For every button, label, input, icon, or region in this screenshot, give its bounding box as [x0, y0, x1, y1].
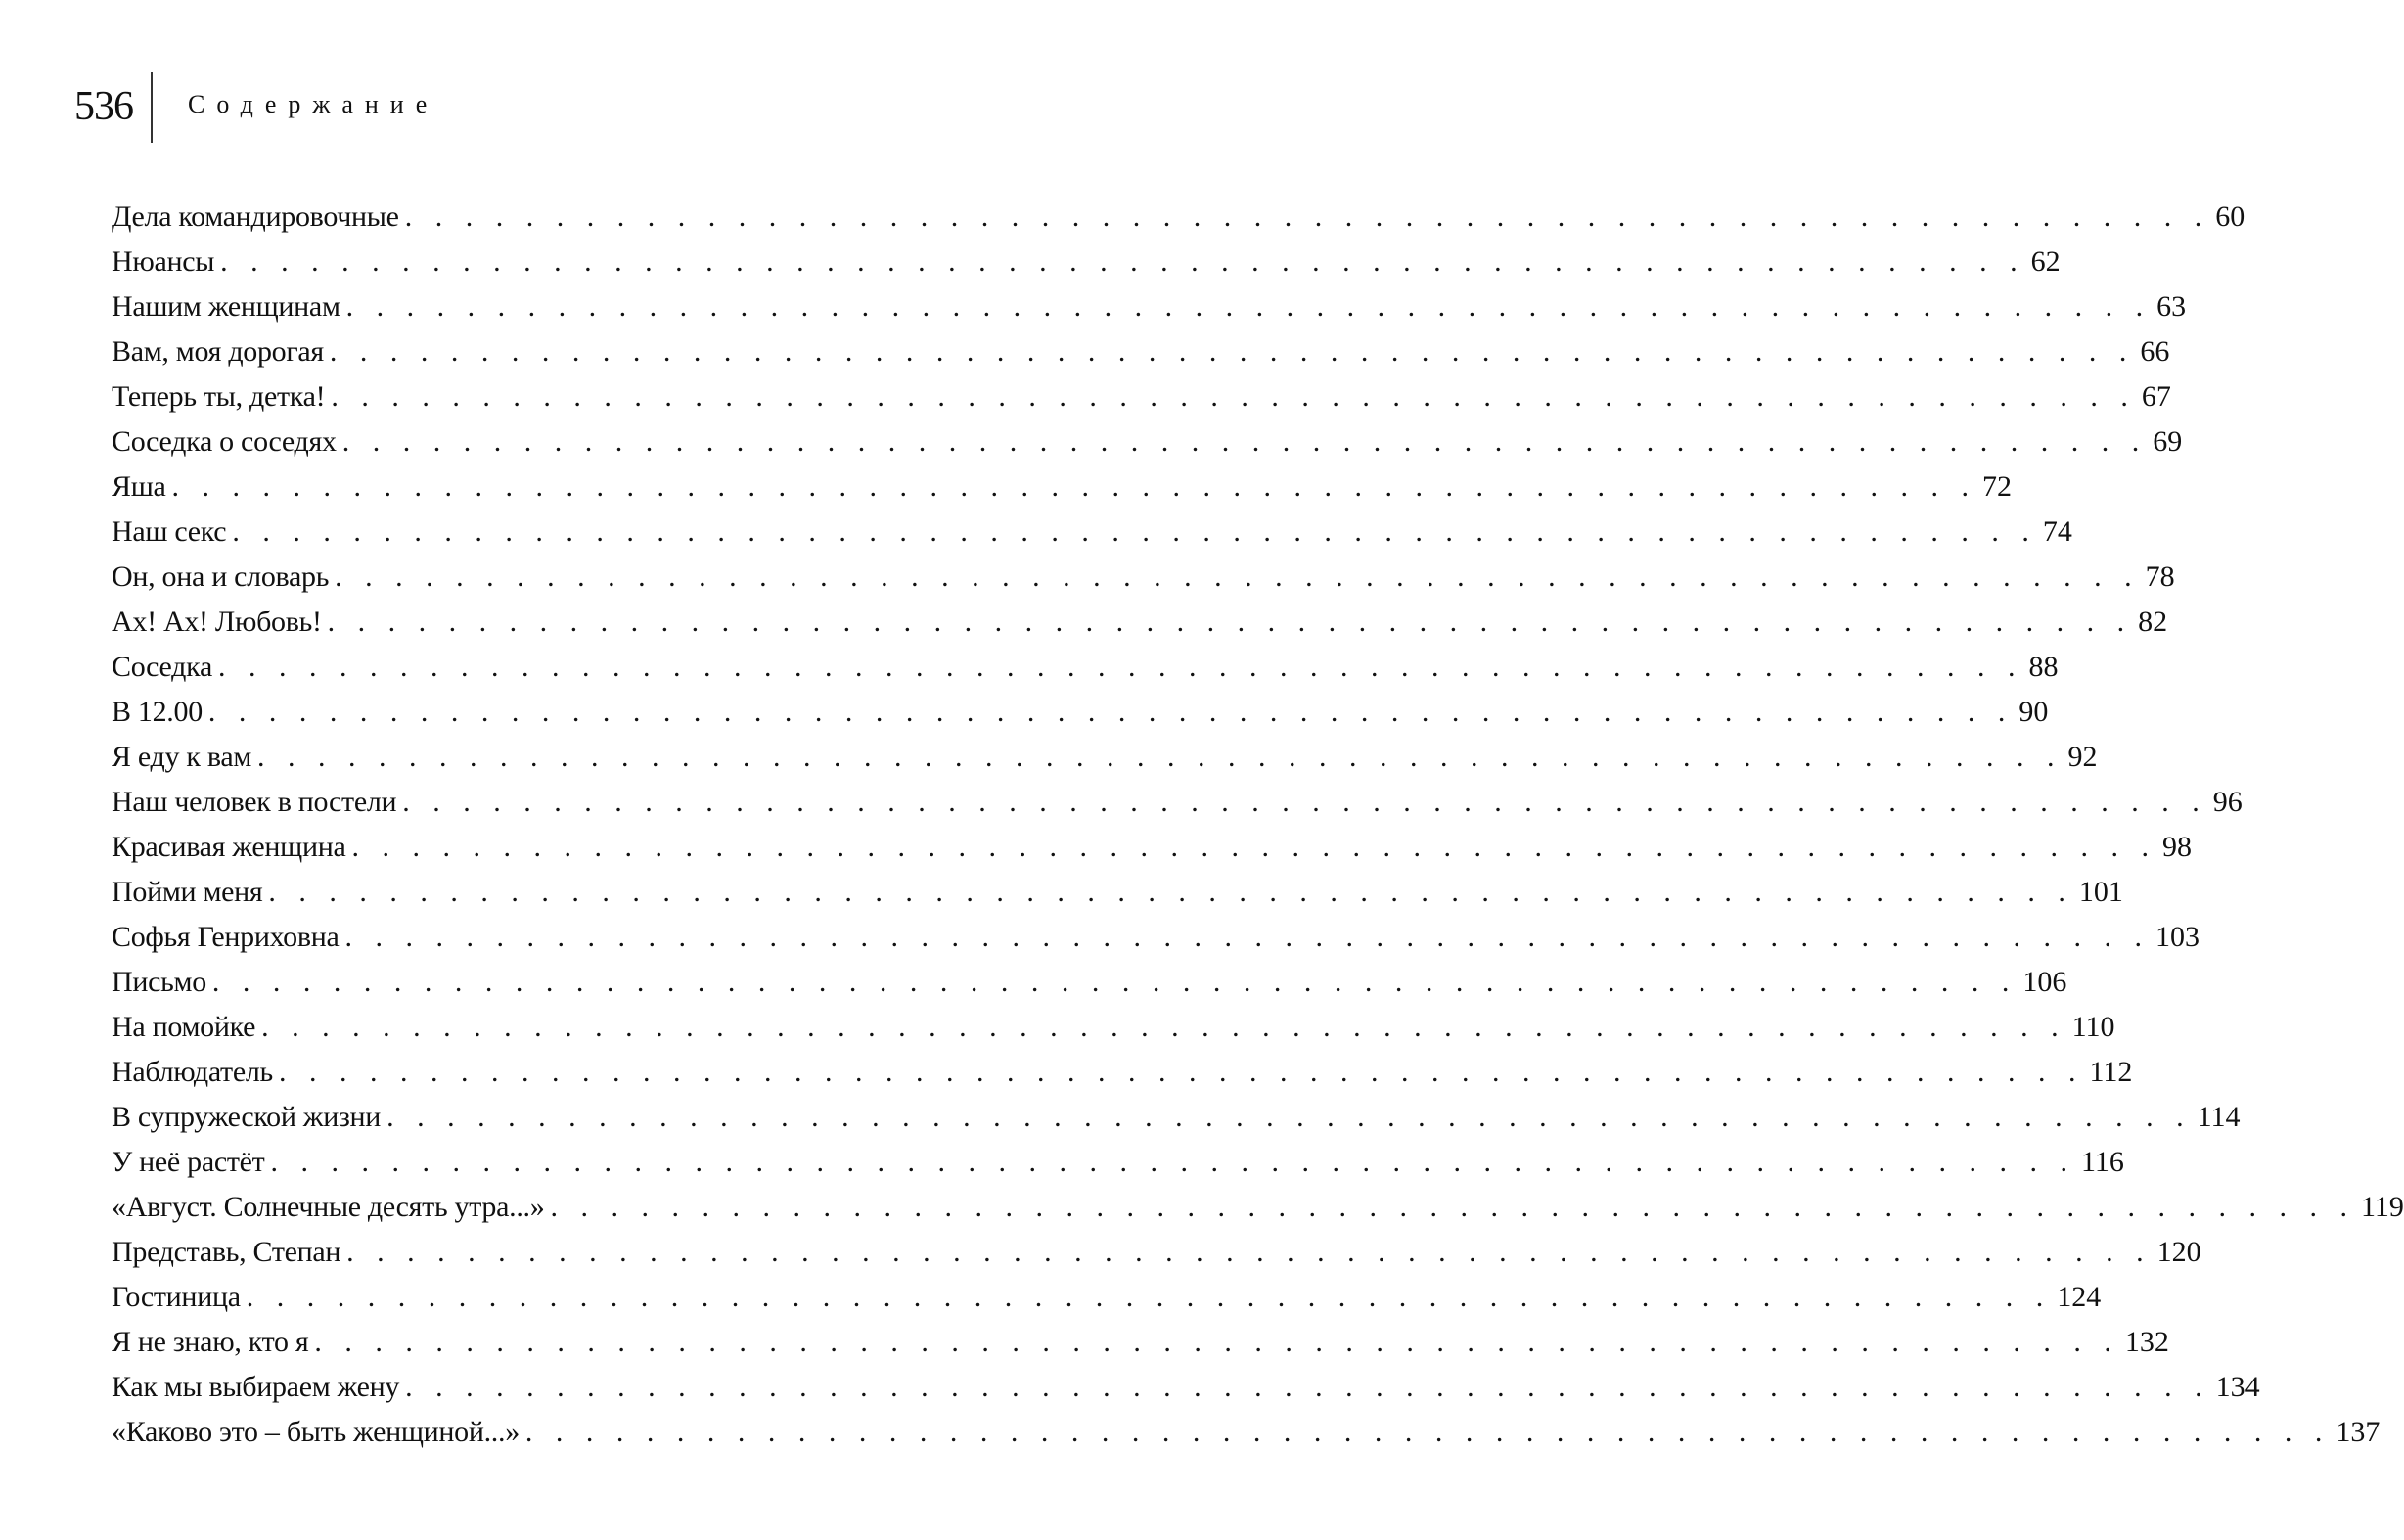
toc-entry[interactable] [112, 870, 2123, 915]
toc-entry-page: 132 [2124, 1326, 2169, 1358]
toc-entry[interactable] [112, 420, 2183, 465]
dot-leader: . . . . . . . . . . . . . . . . . . . . . . . . . . . . . . . . . . . . . . . . . . . . . . . . . . . . . . . . . . . . [402, 786, 2207, 818]
toc-entry-title: Соседка [112, 651, 212, 683]
dot-leader: . . . . . . . . . . . . . . . . . . . . . . . . . . . . . . . . . . . . . . . . . . . . . . . . . . . . . . . . . . . . [314, 1326, 2119, 1358]
toc-entry-page: 92 [2067, 741, 2098, 773]
toc-entry[interactable] [112, 1230, 2201, 1275]
dot-leader: . . . . . . . . . . . . . . . . . . . . . . . . . . . . . . . . . . . . . . . . . . . . . . . . . . . . . . . . . . . . [207, 696, 2014, 728]
toc-entry-page: 90 [2018, 696, 2049, 728]
toc-entry-title: Теперь ты, детка! [112, 381, 326, 413]
dot-leader: . . . . . . . . . . . . . . . . . . . . . . . . . . . . . . . . . . . . . . . . . . . . . . . . . . . . . . . . . . . . [261, 1011, 2066, 1043]
dot-leader: . . . . . . . . . . . . . . . . . . . . . . . . . . . . . . . . . . . . . . . . . . . . . . . . . . . . . . . . . . . . [386, 1101, 2192, 1133]
toc-entry-title: Соседка о соседях [112, 426, 337, 458]
toc-entry[interactable] [112, 780, 2243, 825]
toc-entry[interactable] [112, 690, 2049, 735]
toc-entry-page: 78 [2145, 561, 2175, 593]
toc-entry-title: Нюансы [112, 246, 215, 278]
table-of-contents [112, 195, 2404, 1455]
toc-entry-page: 66 [2140, 336, 2170, 368]
toc-entry[interactable] [112, 1275, 2102, 1320]
toc-entry-page: 101 [2078, 876, 2123, 908]
dot-leader: . . . . . . . . . . . . . . . . . . . . . . . . . . . . . . . . . . . . . . . . . . . . . . . . . . . . . . . . . . . . [278, 1056, 2084, 1088]
toc-entry-title: Вам, моя дорогая [112, 336, 324, 368]
toc-entry[interactable] [112, 285, 2187, 330]
page-header [74, 70, 133, 149]
toc-entry-title: Нашим женщинам [112, 291, 340, 323]
dot-leader: . . . . . . . . . . . . . . . . . . . . . . . . . . . . . . . . . . . . . . . . . . . . . . . . . . . . . . . . . . . . [341, 426, 2148, 458]
toc-entry[interactable] [112, 375, 2171, 420]
dot-leader: . . . . . . . . . . . . . . . . . . . . . . . . . . . . . . . . . . . . . . . . . . . . . . . . . . . . . . . . . . . . [329, 336, 2135, 368]
toc-entry-title: Он, она и словарь [112, 561, 330, 593]
dot-leader: . . . . . . . . . . . . . . . . . . . . . . . . . . . . . . . . . . . . . . . . . . . . . . . . . . . . . . . . . . . . [405, 1371, 2210, 1403]
dot-leader: . . . . . . . . . . . . . . . . . . . . . . . . . . . . . . . . . . . . . . . . . . . . . . . . . . . . . . . . . . . . [211, 966, 2018, 998]
header-divider [151, 72, 153, 143]
toc-entry-page: 106 [2022, 966, 2067, 998]
dot-leader: . . . . . . . . . . . . . . . . . . . . . . . . . . . . . . . . . . . . . . . . . . . . . . . . . . . . . . . . . . . . [220, 246, 2025, 278]
toc-entry-page: 103 [2155, 921, 2200, 953]
dot-leader: . . . . . . . . . . . . . . . . . . . . . . . . . . . . . . . . . . . . . . . . . . . . . . . . . . . . . . . . . . . . [404, 201, 2210, 233]
toc-entry-title: Яша [112, 471, 166, 503]
toc-entry-page: 72 [1982, 471, 2013, 503]
toc-entry[interactable] [112, 240, 2061, 285]
dot-leader: . . . . . . . . . . . . . . . . . . . . . . . . . . . . . . . . . . . . . . . . . . . . . . . . . . . . . . . . . . . . [524, 1416, 2331, 1448]
toc-entry-title: На помойке [112, 1011, 256, 1043]
toc-entry[interactable] [112, 735, 2098, 780]
toc-entry[interactable] [112, 645, 2059, 690]
toc-entry-title: Я еду к вам [112, 741, 252, 773]
running-title: Содержание [188, 90, 439, 118]
toc-entry[interactable] [112, 1365, 2260, 1410]
toc-entry-page: 69 [2153, 426, 2183, 458]
toc-entry-title: Пойми меня [112, 876, 263, 908]
dot-leader: . . . . . . . . . . . . . . . . . . . . . . . . . . . . . . . . . . . . . . . . . . . . . . . . . . . . . . . . . . . . [257, 741, 2063, 773]
toc-entry-title: Как мы выбираем жену [112, 1371, 400, 1403]
toc-entry[interactable] [112, 330, 2170, 375]
toc-entry-page: 137 [2336, 1416, 2381, 1448]
toc-entry-page: 82 [2138, 606, 2168, 638]
toc-entry-title: Я не знаю, кто я [112, 1326, 309, 1358]
toc-entry-title: Наш человек в постели [112, 786, 397, 818]
dot-leader: . . . . . . . . . . . . . . . . . . . . . . . . . . . . . . . . . . . . . . . . . . . . . . . . . . . . . . . . . . . . [171, 471, 1977, 503]
dot-leader: . . . . . . . . . . . . . . . . . . . . . . . . . . . . . . . . . . . . . . . . . . . . . . . . . . . . . . . . . . . . [270, 1146, 2075, 1178]
toc-entry-page: 134 [2215, 1371, 2260, 1403]
toc-entry[interactable] [112, 1140, 2124, 1185]
toc-entry-page: 120 [2156, 1236, 2201, 1268]
toc-entry-title: В супружеской жизни [112, 1101, 382, 1133]
toc-entry[interactable] [112, 510, 2072, 555]
dot-leader: . . . . . . . . . . . . . . . . . . . . . . . . . . . . . . . . . . . . . . . . . . . . . . . . . . . . . . . . . . . . [327, 606, 2133, 638]
toc-entry[interactable] [112, 465, 2013, 510]
toc-entry[interactable] [112, 825, 2193, 870]
toc-entry-title: Наш секс [112, 516, 227, 548]
dot-leader: . . . . . . . . . . . . . . . . . . . . . . . . . . . . . . . . . . . . . . . . . . . . . . . . . . . . . . . . . . . . [345, 291, 2152, 323]
toc-entry-page: 88 [2028, 651, 2059, 683]
toc-entry-page: 112 [2089, 1056, 2133, 1088]
toc-entry-page: 98 [2162, 831, 2193, 863]
dot-leader: . . . . . . . . . . . . . . . . . . . . . . . . . . . . . . . . . . . . . . . . . . . . . . . . . . . . . . . . . . . . [268, 876, 2073, 908]
dot-leader: . . . . . . . . . . . . . . . . . . . . . . . . . . . . . . . . . . . . . . . . . . . . . . . . . . . . . . . . . . . . [351, 831, 2157, 863]
toc-entry[interactable] [112, 555, 2175, 600]
toc-entry[interactable] [112, 960, 2067, 1005]
toc-entry-title: Письмо [112, 966, 206, 998]
toc-entry-title: Наблюдатель [112, 1056, 273, 1088]
toc-entry[interactable] [112, 1050, 2133, 1095]
toc-entry-title: Ах! Ах! Любовь! [112, 606, 322, 638]
dot-leader: . . . . . . . . . . . . . . . . . . . . . . . . . . . . . . . . . . . . . . . . . . . . . . . . . . . . . . . . . . . . [246, 1281, 2052, 1313]
toc-entry-title: В 12.00 [112, 696, 203, 728]
toc-entry[interactable] [112, 1185, 2404, 1230]
toc-entry-page: 114 [2197, 1101, 2241, 1133]
toc-entry[interactable] [112, 600, 2168, 645]
toc-entry-page: 63 [2156, 291, 2187, 323]
dot-leader: . . . . . . . . . . . . . . . . . . . . . . . . . . . . . . . . . . . . . . . . . . . . . . . . . . . . . . . . . . . . [550, 1191, 2355, 1223]
toc-entry-title: Софья Генриховна [112, 921, 340, 953]
dot-leader: . . . . . . . . . . . . . . . . . . . . . . . . . . . . . . . . . . . . . . . . . . . . . . . . . . . . . . . . . . . . [331, 381, 2136, 413]
toc-entry-page: 67 [2141, 381, 2171, 413]
toc-entry-page: 124 [2057, 1281, 2102, 1313]
dot-leader: . . . . . . . . . . . . . . . . . . . . . . . . . . . . . . . . . . . . . . . . . . . . . . . . . . . . . . . . . . . . [346, 1236, 2152, 1268]
page-number: 536 [74, 84, 133, 129]
dot-leader: . . . . . . . . . . . . . . . . . . . . . . . . . . . . . . . . . . . . . . . . . . . . . . . . . . . . . . . . . . . . [232, 516, 2037, 548]
toc-entry-page: 62 [2030, 246, 2061, 278]
dot-leader: . . . . . . . . . . . . . . . . . . . . . . . . . . . . . . . . . . . . . . . . . . . . . . . . . . . . . . . . . . . . [335, 561, 2140, 593]
toc-entry[interactable] [112, 1005, 2115, 1050]
toc-entry-title: Дела командировочные [112, 201, 399, 233]
toc-entry[interactable] [112, 1095, 2241, 1140]
toc-entry-page: 74 [2042, 516, 2072, 548]
toc-entry-title: «Август. Солнечные десять утра...» [112, 1191, 545, 1223]
dot-leader: . . . . . . . . . . . . . . . . . . . . . . . . . . . . . . . . . . . . . . . . . . . . . . . . . . . . . . . . . . . . [217, 651, 2023, 683]
toc-entry[interactable] [112, 195, 2245, 240]
dot-leader: . . . . . . . . . . . . . . . . . . . . . . . . . . . . . . . . . . . . . . . . . . . . . . . . . . . . . . . . . . . . [344, 921, 2151, 953]
toc-entry-title: «Каково это – быть женщиной...» [112, 1416, 520, 1448]
toc-entry[interactable] [112, 1320, 2169, 1365]
toc-entry[interactable] [112, 1410, 2381, 1455]
toc-entry-page: 110 [2071, 1011, 2115, 1043]
toc-entry-title: Гостиница [112, 1281, 241, 1313]
toc-entry-page: 96 [2212, 786, 2243, 818]
toc-entry-page: 60 [2215, 201, 2245, 233]
toc-entry-title: У неё растёт [112, 1146, 265, 1178]
toc-entry[interactable] [112, 915, 2200, 960]
toc-entry-page: 116 [2081, 1146, 2124, 1178]
toc-entry-title: Представь, Степан [112, 1236, 341, 1268]
toc-entry-title: Красивая женщина [112, 831, 346, 863]
toc-entry-page: 119 [2360, 1191, 2404, 1223]
